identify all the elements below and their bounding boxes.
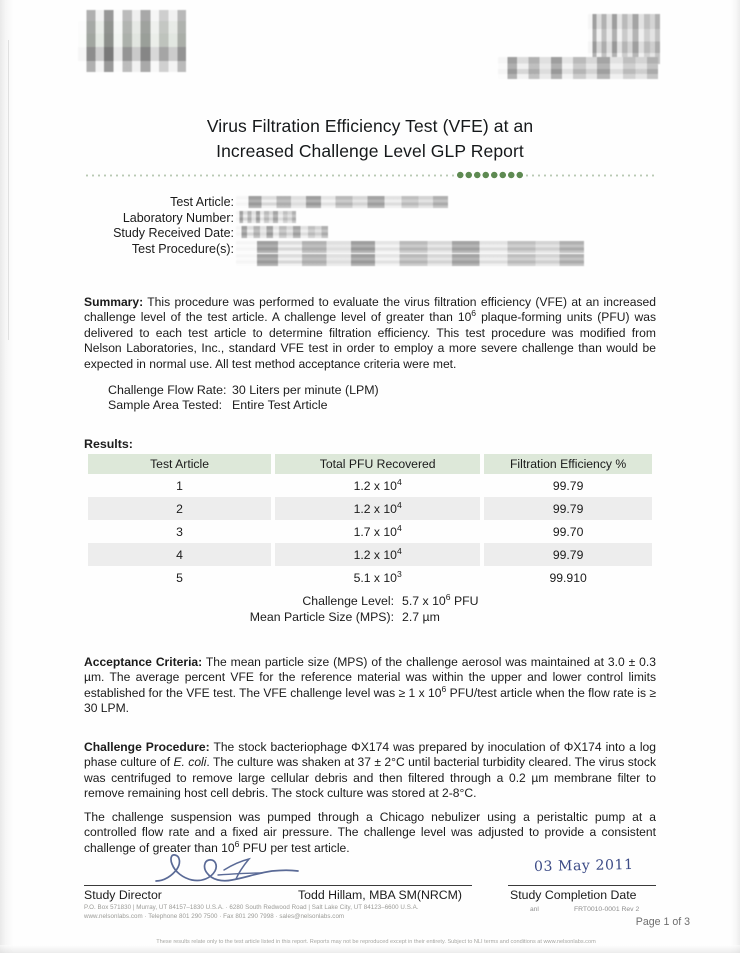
challenge-procedure-text-part-2: . The culture was shaken at 37 ± 2°C until bacterial turbidity cleared. The virus stock was centrifuged to remove large cellular debris and then filtered through a 0.2 µm membrane filter to remove remaining host cell debris. The stock culture was stored at 2-8°C. (84, 755, 656, 801)
cell-total-pfu-recovered (275, 566, 480, 589)
signature-caption-study-director: Study Director (84, 888, 162, 902)
field-label-test-procedures: Test Procedure(s): (131, 241, 234, 256)
cell-test-article: 5 (176, 570, 183, 585)
totals-value-challenge-level (402, 591, 656, 610)
nebulizer-text-after-exponent: PFU per test article. (239, 840, 350, 855)
summary-exponent: 6 (471, 308, 477, 319)
acceptance-criteria-heading: Acceptance Criteria: (84, 655, 203, 669)
handwritten-signature (148, 851, 328, 887)
totals-row-challenge-level (84, 591, 656, 610)
footer-page-indicator: Page 1 of 3 (635, 916, 690, 928)
totals-suffix-challenge-level: PFU (450, 594, 479, 608)
footer-initials: anl (530, 906, 539, 913)
field-label-study-received-date: Study Received Date: (113, 226, 234, 240)
table-row (88, 543, 652, 566)
footer-disclaimer: These results relate only to the test article listed in this report. Reports may not be reproduced except in their entirety. Subject to NLI terms and conditions at www.nelsonlabs.com (156, 939, 596, 945)
cell-pfu-mantissa: 1.7 x 10 (353, 524, 397, 539)
footer-address-line-1: P.O. Box 571830 | Murray, UT 84157–1830 U.S.A. · 6280 South Redwood Road | Salt Lake City, UT 84123–6600 U.S.A. (84, 904, 419, 911)
acceptance-criteria-exponent: 6 (441, 683, 447, 694)
cell-pfu-exponent: 4 (396, 476, 402, 487)
footer-address-line-2: www.nelsonlabs.com · Telephone 801 290 7500 · Fax 801 290 7998 · sales@nelsonlabs.com (84, 913, 345, 921)
column-header-filtration-efficiency: Filtration Efficiency % (484, 454, 652, 474)
cell-pfu-exponent: 4 (396, 499, 402, 510)
table-row (88, 497, 652, 520)
cell-pfu-exponent: 4 (396, 522, 402, 533)
totals-value-mean-particle-size: 2.7 µm (402, 609, 440, 624)
results-totals (84, 591, 656, 625)
totals-exponent-challenge-level: 6 (445, 591, 451, 602)
field-label-laboratory-number: Laboratory Number: (122, 210, 234, 225)
summary-text-before-exponent: This procedure was performed to evaluate the virus filtration efficiency (VFE) at an increased challenge level of the test article. A challenge level of greater than 10 (84, 295, 656, 325)
parameter-row-challenge-flow-rate (108, 383, 379, 398)
scan-edge-bottom (0, 945, 740, 953)
acceptance-criteria-text-after-exponent: PFU/test article when the flow rate is ≥ 30 LPM. (84, 685, 657, 716)
dotted-divider-accent-dots (456, 171, 524, 179)
parameter-key-sample-area-tested: Sample Area Tested: (108, 397, 223, 412)
totals-row-mean-particle-size (84, 610, 656, 626)
cell-pfu-mantissa: 5.1 x 10 (353, 570, 397, 585)
summary-heading: Summary: (84, 295, 144, 309)
decorative-dotted-divider (84, 170, 656, 180)
cell-filtration-efficiency: 99.79 (552, 478, 584, 493)
cell-test-article: 3 (176, 524, 183, 539)
parameter-value-sample-area-tested: Entire Test Article (232, 397, 328, 412)
parameter-row-sample-area-tested (108, 398, 379, 413)
nebulizer-exponent: 6 (234, 838, 240, 849)
nebulizer-paragraph (84, 810, 656, 856)
cell-filtration-efficiency: 99.70 (552, 524, 584, 539)
acceptance-criteria-paragraph (84, 655, 656, 717)
column-header-total-pfu-recovered: Total PFU Recovered (275, 454, 480, 474)
parameter-value-challenge-flow-rate: 30 Liters per minute (LPM) (232, 383, 379, 397)
cell-pfu-mantissa: 1.2 x 10 (353, 547, 397, 562)
results-table-header-row (88, 454, 652, 474)
footer-address (84, 903, 419, 922)
summary-text-after-exponent: plaque-forming units (PFU) was delivered to each test article to determine filtration efficiency. This test procedure was modified from Nelson Laboratories, Inc., standard VFE test in order to employ a more severe challenge than would be expected in normal use. All test method acceptance criteria were met. (84, 310, 656, 371)
cell-pfu-exponent: 3 (396, 568, 402, 579)
nebulizer-text-before-exponent: The challenge suspension was pumped through a Chicago nebulizer using a peristaltic pump at a controlled flow rate and a fixed air pressure. The challenge level was adjusted to provide a consistent challenge of greater than 10 (84, 810, 656, 855)
cell-filtration-efficiency: 99.910 (549, 570, 587, 585)
challenge-procedure-text-part-1: The stock bacteriophage ΦX174 was prepared by inoculation of ΦX174 into a log phase culture of (84, 740, 656, 770)
signature-line-study-director (84, 885, 472, 886)
totals-mantissa-challenge-level: 5.7 x 10 (402, 594, 446, 608)
acceptance-criteria-text-before-exponent: The mean particle size (MPS) of the challenge aerosol was maintained at 3.0 ± 0.3 µm. The average percent VFE for the reference material was within the upper and lower control limits established for the VFE test. The VFE challenge level was ≥ 1 x 10 (84, 655, 656, 700)
totals-key-mean-particle-size: Mean Particle Size (MPS): (249, 609, 394, 624)
field-row-study-received-date (0, 226, 740, 242)
challenge-procedure-paragraph (84, 740, 656, 802)
cell-total-pfu-recovered (275, 474, 480, 497)
cell-total-pfu-recovered (275, 543, 480, 566)
challenge-procedure-organism-name: E. coli (173, 755, 207, 770)
challenge-procedure-heading: Challenge Procedure: (84, 740, 210, 754)
field-label-test-article: Test Article: (170, 195, 234, 209)
table-row (88, 566, 652, 589)
totals-key-challenge-level: Challenge Level: (302, 594, 394, 608)
cell-filtration-efficiency: 99.79 (484, 497, 652, 520)
summary-parameter-list (108, 383, 379, 412)
handwritten-completion-date: 03 May 2011 (533, 856, 634, 876)
summary-paragraph (84, 295, 656, 372)
cell-pfu-mantissa: 1.2 x 10 (353, 478, 397, 493)
table-row (88, 520, 652, 543)
dotted-divider-right-segment (524, 174, 656, 177)
cell-test-article: 2 (88, 497, 271, 520)
field-value-study-received-date-redacted (236, 226, 328, 238)
header-logo-redacted-lower (498, 57, 658, 79)
field-value-test-procedures-redacted-line-2 (236, 254, 584, 266)
cell-filtration-efficiency: 99.79 (484, 543, 652, 566)
page-title-line-2: Increased Challenge Level GLP Report (216, 141, 524, 161)
dotted-divider-left-segment (84, 174, 456, 177)
cell-test-article: 4 (88, 543, 271, 566)
signature-caption-signer-name: Todd Hillam, MBA SM(NRCM) (298, 888, 462, 902)
field-value-test-procedures-redacted-line-1 (236, 241, 584, 253)
results-heading: Results: (84, 437, 133, 451)
cell-pfu-exponent: 4 (396, 545, 402, 556)
signature-line-completion-date (508, 885, 656, 886)
field-value-test-article-redacted (236, 196, 448, 208)
cell-total-pfu-recovered (275, 520, 480, 543)
company-logo-redacted (78, 10, 186, 72)
field-row-laboratory-number (0, 211, 740, 227)
cell-test-article: 1 (176, 478, 183, 493)
signature-caption-completion-date: Study Completion Date (510, 888, 637, 902)
column-header-test-article: Test Article (88, 454, 271, 474)
table-row (88, 474, 652, 497)
results-table (84, 454, 656, 589)
page-fold-line (8, 40, 9, 340)
cell-pfu-mantissa: 1.2 x 10 (353, 501, 397, 516)
cell-total-pfu-recovered (275, 497, 480, 520)
parameter-key-challenge-flow-rate: Challenge Flow Rate: (108, 383, 227, 397)
field-value-laboratory-number-redacted (236, 211, 296, 223)
footer-document-code: FRT0010-0001 Rev 2 (574, 906, 640, 913)
page-title (0, 114, 740, 164)
page-title-line-1: Virus Filtration Efficiency Test (VFE) at an (206, 116, 534, 136)
